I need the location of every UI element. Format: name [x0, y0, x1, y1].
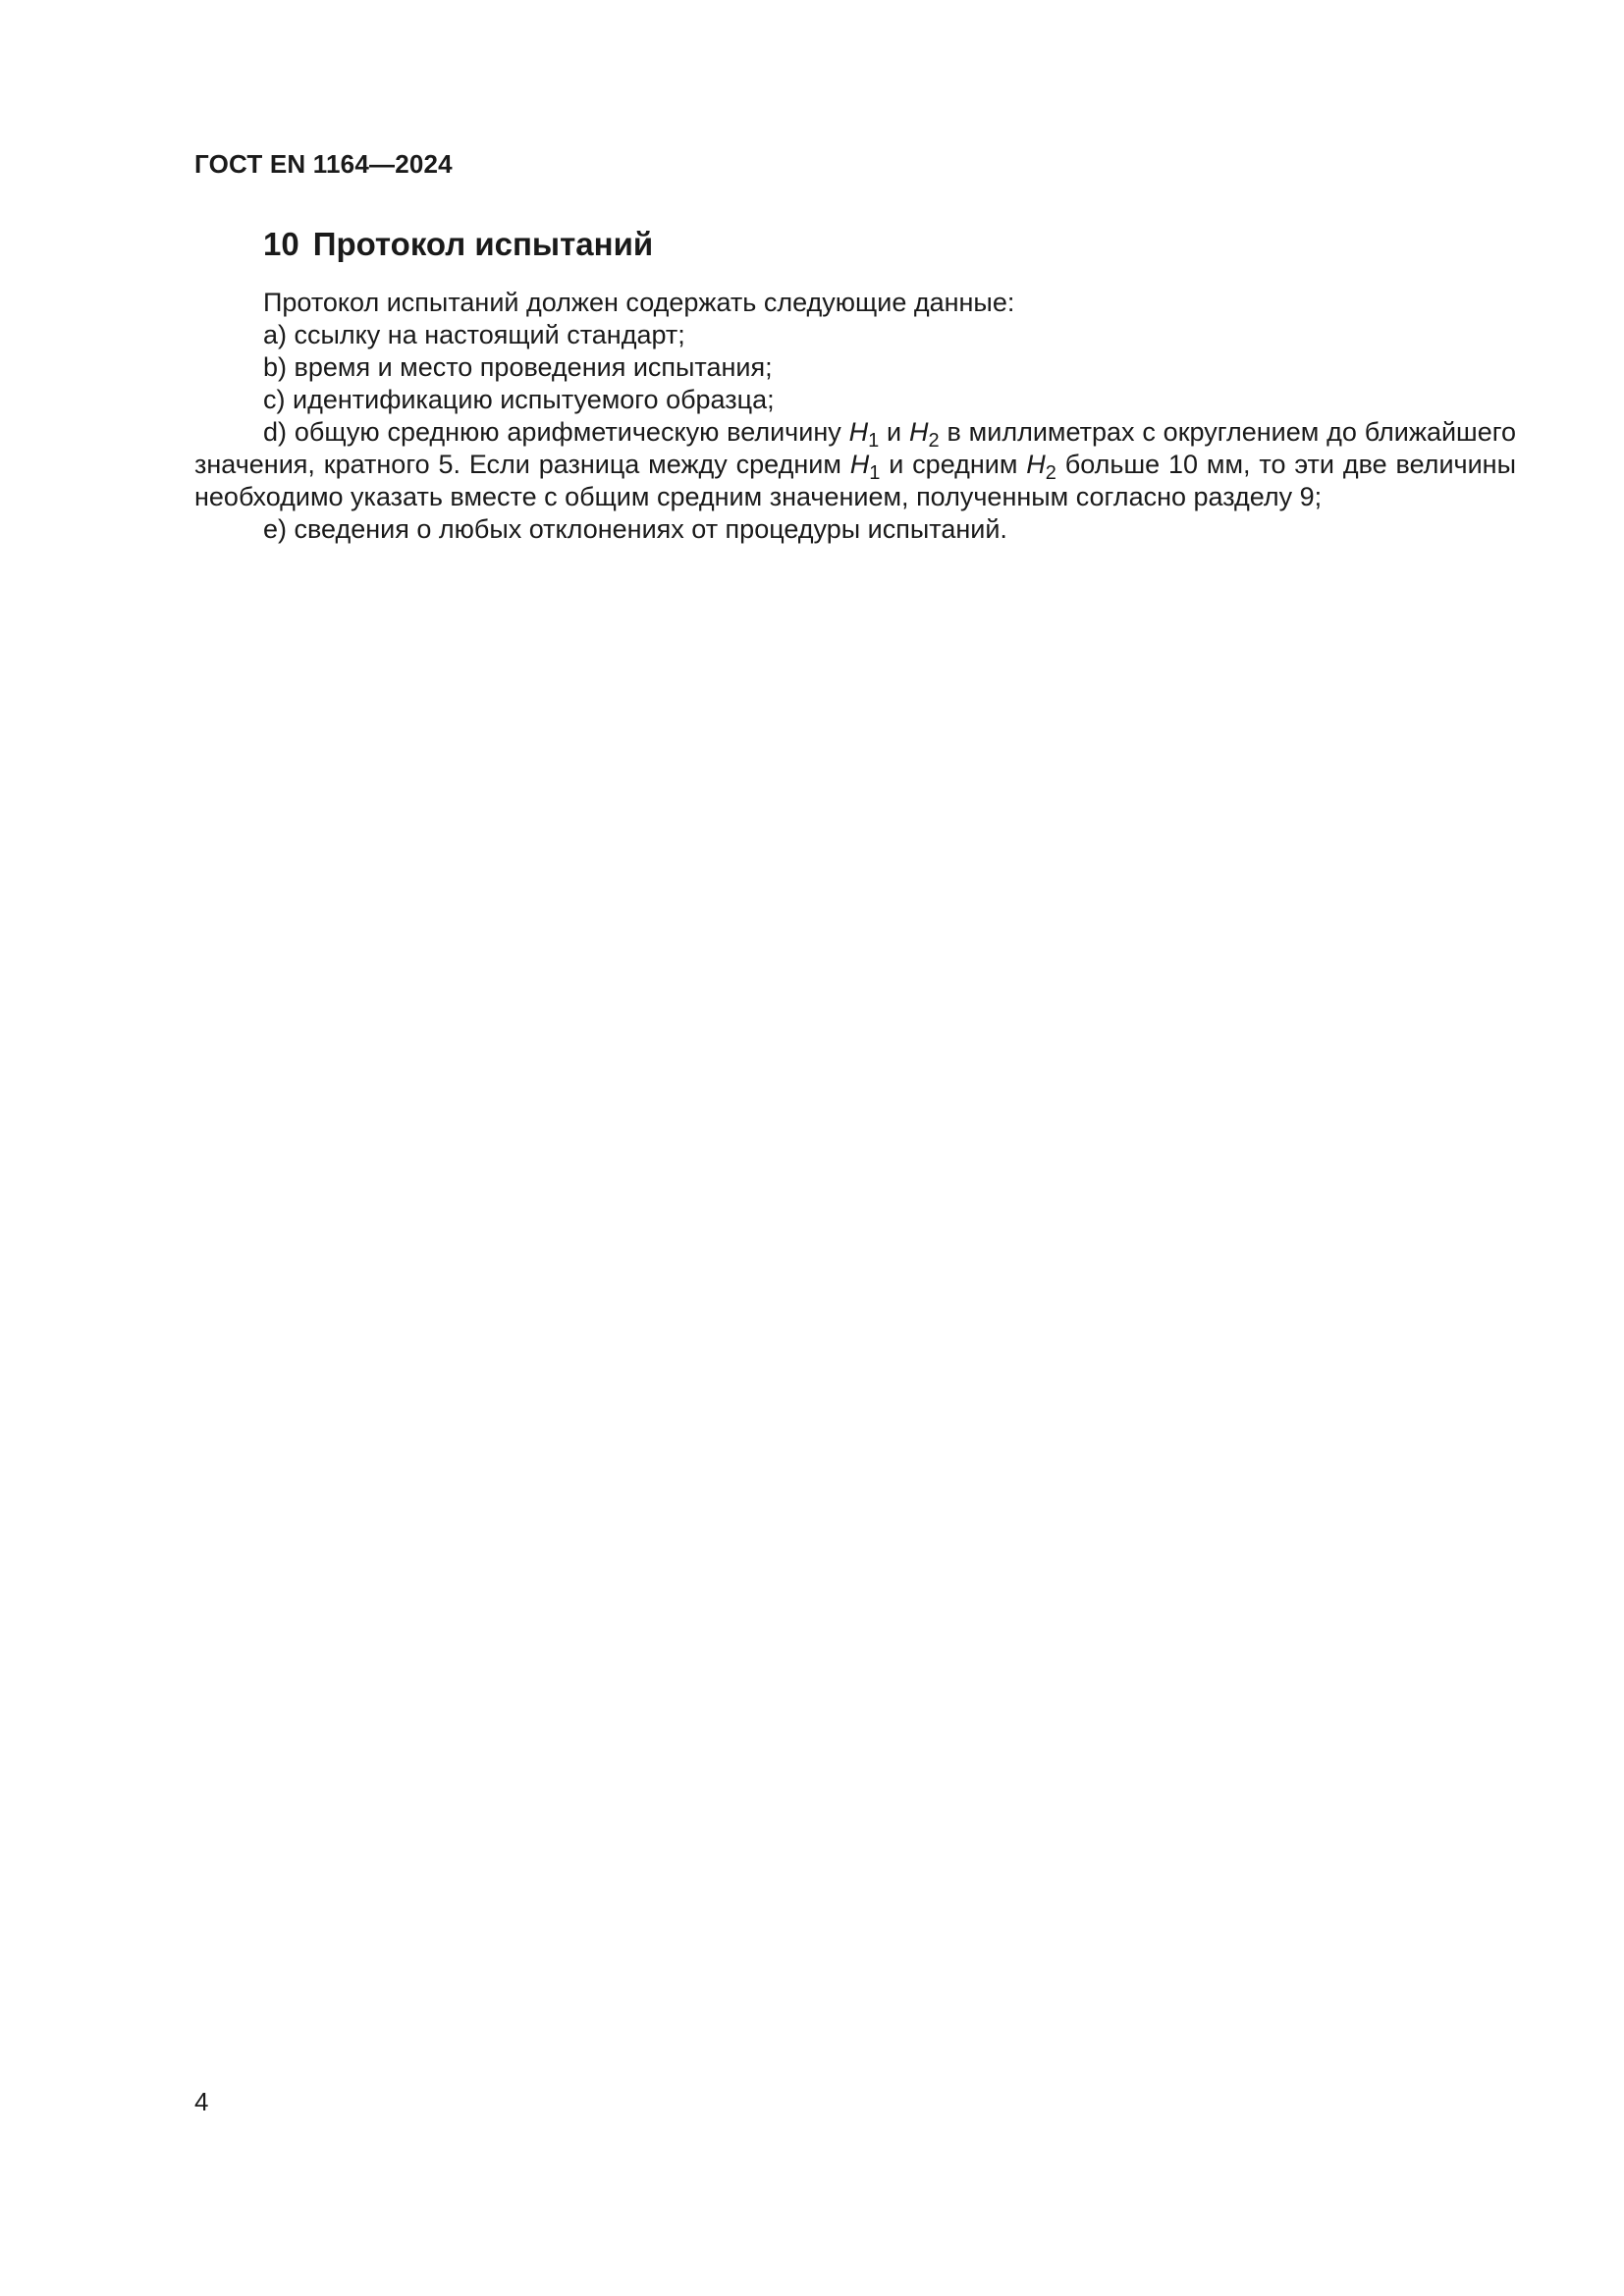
variable-h: H [849, 450, 870, 479]
list-item-e: e) сведения о любых отклонениях от процедуры испытаний. [263, 514, 1007, 544]
list-item-d [194, 416, 1516, 513]
section-body [194, 287, 1516, 546]
list-item-a: a) ссылку на настоящий стандарт; [263, 320, 685, 349]
item-d-text-1: d) общую среднюю арифметическую величину [263, 417, 849, 447]
item-d-text-4: и средним [880, 450, 1027, 479]
subscript-1: 1 [869, 462, 881, 484]
variable-h: H [848, 417, 869, 447]
item-d-text-2: и [879, 417, 909, 447]
section-title-text: Протокол испытаний [312, 226, 654, 262]
section-title [263, 226, 653, 263]
variable-h: H [909, 417, 929, 447]
list-item-c: c) идентификацию испытуемого образца; [263, 385, 775, 414]
document-header: ГОСТ EN 1164—2024 [194, 149, 453, 179]
list-item-b: b) время и место проведения испытания; [263, 352, 773, 382]
subscript-2: 2 [928, 430, 940, 452]
subscript-1: 1 [868, 430, 880, 452]
section-number: 10 [263, 226, 299, 262]
intro-paragraph: Протокол испытаний должен содержать следующие данные: [263, 288, 1015, 317]
page-number: 4 [194, 2087, 209, 2116]
variable-h: H [1026, 450, 1046, 479]
item-d-text-3: в миллиметрах с округлением до ближайшего значения, кратного 5. Если разница между средним [194, 417, 1516, 479]
item-d-text-5: больше 10 мм, то эти две величины необходимо указать вместе с общим средним значением, полученным согласно разделу 9; [194, 450, 1516, 511]
subscript-2: 2 [1045, 462, 1056, 484]
